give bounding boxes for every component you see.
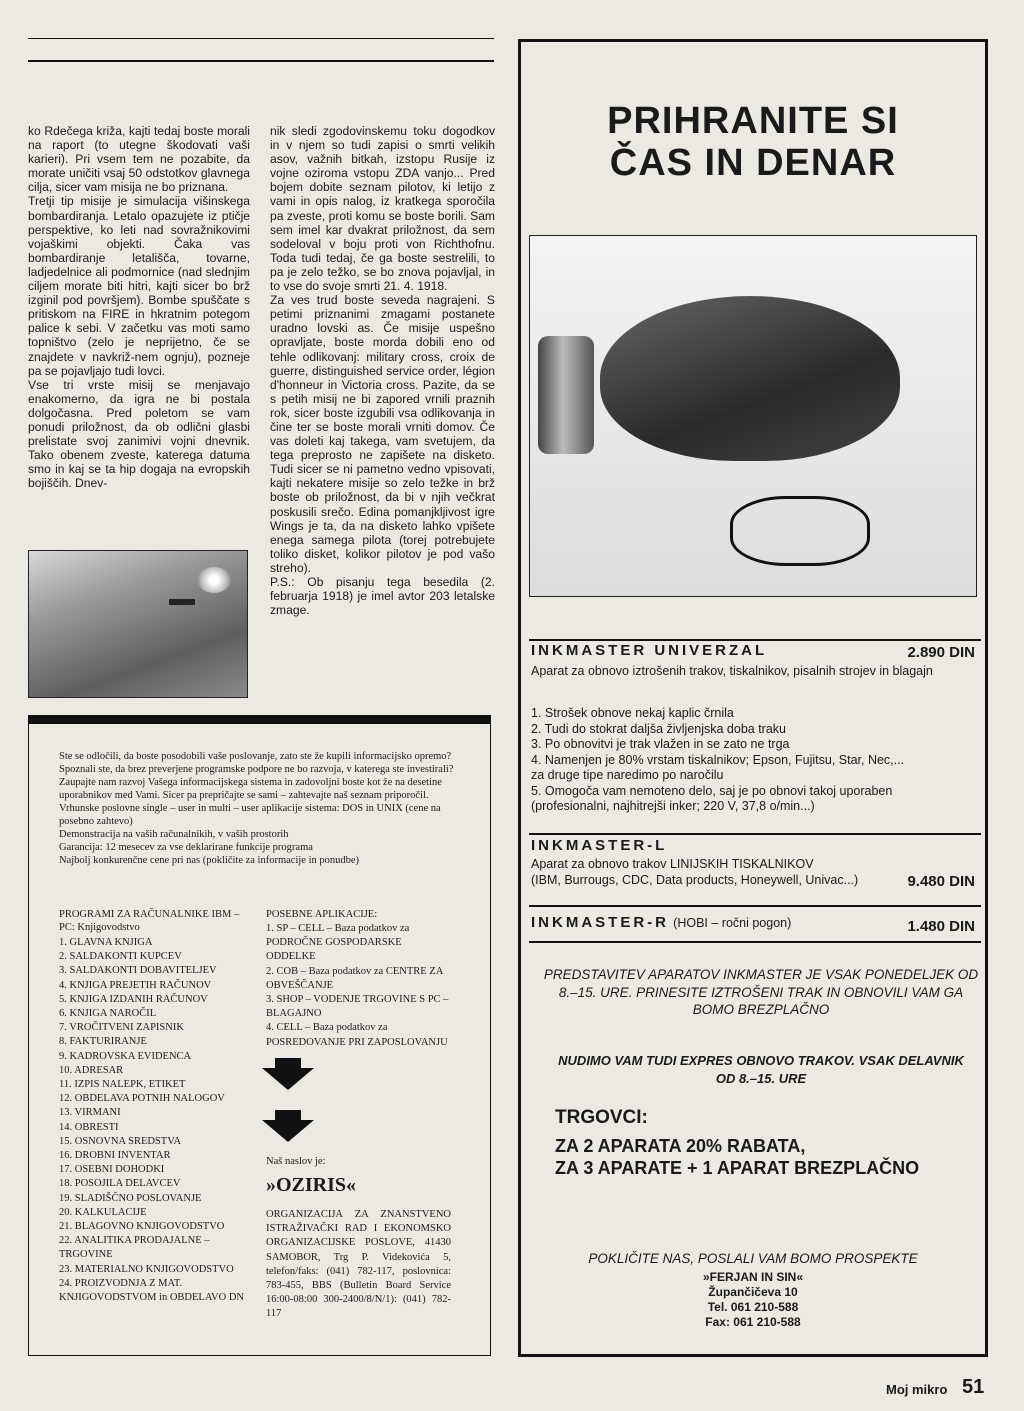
product1-features	[531, 706, 981, 815]
company-name: »FERJAN IN SIN«	[702, 1270, 804, 1284]
company-tel: Tel. 061 210-588	[707, 1300, 799, 1314]
ink-bottle	[538, 336, 594, 454]
list-item: 7. VROČITVENI ZAPISNIK	[59, 1022, 184, 1034]
list-item: 17. OSEBNI DOHODKI	[59, 1164, 165, 1176]
list-item: 23. MATERIALNO KNJIGOVODSTVO	[59, 1263, 234, 1275]
product2-price: 9.480 DIN	[907, 873, 975, 890]
arrow-icon-1	[262, 1058, 314, 1092]
article-column-2: nik sledi zgodovinskemu toku dogodkov in v njem so tudi zapisi o smrti velikih asov, važnih bitkah, izstopu Rusije iz vojne oziroma vstopu ZDA vanjo... Pred bojem dobite seznam pilotov, ki letijo z vami in opis nalog, iz kratkega sporočila pa zveste, proti komu se boste borili. Sam sem imel kar dvakrat priložnost, da sem sodeloval v boju proti von Richthofnu. Toda tudi tedaj, če ga boste sestrelili, to pa je zelo težko, se bo znova pojavljal, in to vse do svoje smrti 21. 4. 1918. Za ves trud boste seveda nagrajeni. S petimi priznanimi zmagami postanete uradno lovski as. Če misije uspešno opravljate, boste morda dobili eno od tehle odlikovanj: military cross, croix de guerre, distinguished service order, légion d'honneur in Victoria cross. Pazite, da se s petih misij ne bi zapored vrnili praznih rok, sicer boste izgubili vsa odlikovanja in čine ter se boste morali vrniti domov. Če vas doleti kaj takega, vam svetujem, da tega preprosto ne zapišete na disketo. Tudi sicer se ni pametno vedno vpisovati, kajti nekatere misije so zelo težke in brž boste ob priložnost, da bi v njih večkrat poskusili srečo. Edina pomanjkljivost igre Wings je ta, da na disketo lahko vpišete enega samega pilota (torej potrebujete toliko disket, kolikor pilotov je pod vašo streho). P.S.: Ob pisanju tega besedila (2. februarja 1918) je imel avtor 203 letalske zmage.	[270, 124, 495, 618]
list-item: 1. SP – CELL – Baza podatkov za PODROČNE GOSPODARSKE ODDELKE	[266, 923, 410, 963]
top-rule-thin	[28, 38, 494, 39]
list-item: 24. PROIZVODNJA Z MAT. KNJIGOVODSTVOM in OBDELAVO DN	[59, 1277, 245, 1304]
inkmaster-headline-1: PRIHRANITE SI	[607, 100, 899, 142]
list-item: 12. OBDELAVA POTNIH NALOGOV	[59, 1093, 225, 1105]
list-item: 10. ADRESAR	[59, 1064, 124, 1076]
company-street: Župančičeva 10	[708, 1285, 798, 1299]
call-to-action: POKLIČITE NAS, POSLALI VAM BOMO PROSPEKTE	[588, 1251, 918, 1266]
special-title: POSEBNE APLIKACIJE:	[266, 909, 378, 920]
inkmaster-divider-3	[529, 905, 981, 907]
list-item: 5. KNJIGA IZDANIH RAČUNOV	[59, 993, 208, 1005]
list-item: 1. Strošek obnove nekaj kaplic črnila	[531, 706, 734, 720]
list-item: 11. IZPIS NALEPK, ETIKET	[59, 1079, 186, 1091]
oziris-ad-top-bar	[29, 716, 490, 724]
product-photo	[529, 235, 977, 597]
dealers-offer-2: ZA 3 APARATE + 1 APARAT BREZPLAČNO	[555, 1158, 920, 1178]
product3-price: 1.480 DIN	[907, 918, 975, 935]
oziris-address: ORGANIZACIJA ZA ZNANSTVENO ISTRAŽIVAČKI RAD I EKONOMSKO ORGANIZACIJSKE POSLOVE, 41430 SAMOBOR, Trg P. Videkovića 5, telefon/faks: (041) 782-117, poslovnica: 783-455, BBS (Bulletin Board Service 16:00-08:00 300-2400/8/N/1): (041) 782-117	[266, 1209, 451, 1320]
list-item: 3. SALDAKONTI DOBAVITELJEV	[59, 965, 217, 977]
list-item: 21. BLAGOVNO KNJIGOVODSTVO	[59, 1221, 225, 1233]
list-item: 2. Tudi do stokrat daljša življenjska doba traku	[531, 721, 786, 736]
dealers-title: TRGOVCI:	[555, 1107, 648, 1128]
demo-notice: PREDSTAVITEV APARATOV INKMASTER JE VSAK PONEDELJEK OD 8.–15. URE. PRINESITE IZTROŠENI TRAK IN OBNOVILI VAM GA BOMO BREZPLAČNO	[543, 967, 979, 1017]
list-item: 5. Omogoča vam nemoteno delo, saj je po obnovi takoj uporaben (profesionalni, najhitrejši inker; 220 V, 37,8 o/min...)	[531, 783, 893, 813]
oziris-intro: Ste se odločili, da boste posodobili vaše poslovanje, zato ste že kupili informacijsko opremo? Spoznali ste, da brez preverjene programske podpore ne bo razvoja, v katerega ste investirali? Zaupajte nam razvoj Vašega informacijskega sistema in zadovoljni boste kot že na desetine uporabnikov med Vami. Sicer pa prepričajte se sami – zahtevajte naš seznam priporočil. Vrhunske poslovne single – user in multi – user aplikacije sistema: DOS in UNIX (cene na posebno zahtevo) Demonstracija na vaših računalnikih, v vaših prostorih Garancija: 12 mesecev za vse deklarirane funkcije programa Najbolj konkurenčne cene pri nas (pokličite za informacije in ponudbe)	[59, 751, 454, 866]
programs-list	[59, 936, 249, 1305]
article-column-1: ko Rdečega križa, kajti tedaj boste morali na raport (to utegne škodovati vaši karieri). Pri vsem tem ne pozabite, da morate uničiti vsaj 50 odstotkov glavnega cilja, sicer vam misija ne bo priznana. Tretji tip misije je simulacija višinskega bombardiranja. Letalo opazujete iz ptičje perspektive, ko leti nad sovražnikovimi vojaškimi objekti. Čaka vas bombardiranje letališča, tovarne, ladjedelnice ali podmornice (nad slednjim ciljem morate biti hitri, kajti sicer bo brž izginil pod površjem). Bombe spuščate s pritiskom na FIRE in hkratnim potegom palice k sebi. V začetku vas moti samo topništvo (zelo je neprijetno, če se znajdete v navkriž-nem ognju), pozneje pa se pojavljajo tudi lovci. Vse tri vrste misij se menjavajo enakomerno, da igra ne bi postala dolgočasna. Pred poletom se vam ponudi priložnost, da ob odlični glasbi prelistate svoj zanimivi vojni dnevnik. Tako obenem zveste, katerega datuma smo in kaj se ta hip dogaja na evropskih bojiščih. Dnev-	[28, 124, 250, 491]
company-fax: Fax: 061 210-588	[705, 1315, 801, 1329]
product1-name: INKMASTER UNIVERZAL	[531, 642, 768, 659]
power-cable	[730, 496, 870, 566]
inkmaster-headline-2: ČAS IN DENAR	[609, 142, 897, 184]
plane-icon	[169, 599, 195, 605]
product3-suffix: (HOBI – ročni pogon)	[673, 916, 792, 930]
list-item: 15. OSNOVNA SREDSTVA	[59, 1135, 182, 1147]
dealers-offer-1: ZA 2 APARATA 20% RABATA,	[555, 1136, 806, 1156]
list-item: 16. DROBNI INVENTAR	[59, 1150, 171, 1162]
product1-desc: Aparat za obnovo iztrošenih trakov, tiskalnikov, pisalnih strojev in blagajn	[531, 664, 933, 678]
inker-device	[600, 296, 900, 461]
list-item: 2. COB – Baza podatkov za CENTRE ZA OBVEŠČANJE	[266, 965, 443, 991]
list-item: 3. Po obnovitvi je trak vlažen in se zato ne trga	[531, 737, 790, 751]
top-rule-thick	[28, 60, 494, 62]
list-item: 6. KNJIGA NAROČIL	[59, 1008, 157, 1020]
product2-name: INKMASTER-L	[531, 837, 668, 854]
list-item: 4. Namenjen je 80% vrstam tiskalnikov; Epson, Fujitsu, Star, Nec,... za druge tipe naredimo po naročilu	[531, 752, 905, 782]
inkmaster-ad	[518, 39, 988, 1357]
special-list	[266, 922, 451, 1050]
list-item: 14. OBRESTI	[59, 1121, 119, 1133]
footer-magazine: Moj mikro	[886, 1382, 948, 1397]
product1-price: 2.890 DIN	[907, 644, 975, 661]
footer-page-number: 51	[962, 1376, 985, 1398]
oziris-ad	[28, 715, 491, 1356]
explosion-icon	[197, 567, 231, 593]
address-label: Naš naslov je:	[266, 1156, 326, 1167]
game-screenshot	[28, 550, 248, 698]
list-item: 1. GLAVNA KNJIGA	[59, 937, 153, 948]
list-item: 18. POSOJILA DELAVCEV	[59, 1178, 181, 1190]
product2-desc: Aparat za obnovo trakov LINIJSKIH TISKALNIKOV (IBM, Burrougs, CDC, Data products, Honeywell, Univac...)	[531, 857, 859, 887]
list-item: 4. CELL – Baza podatkov za POSREDOVANJE PRI ZAPOSLOVANJU	[266, 1022, 448, 1048]
inkmaster-divider-2	[529, 833, 981, 835]
list-item: 2. SALDAKONTI KUPCEV	[59, 951, 182, 963]
product3-name	[531, 914, 791, 931]
list-item: 4. KNJIGA PREJETIH RAČUNOV	[59, 979, 212, 991]
inkmaster-divider-4	[529, 941, 981, 943]
product3-title: INKMASTER-R	[531, 914, 669, 931]
list-item: 8. FAKTURIRANJE	[59, 1036, 147, 1048]
list-item: 13. VIRMANI	[59, 1107, 121, 1119]
oziris-brand: »OZIRIS«	[266, 1174, 357, 1196]
list-item: 22. ANALITIKA PRODAJALNE – TRGOVINE	[59, 1235, 210, 1261]
list-item: 19. SLADIŠČNO POSLOVANJE	[59, 1192, 202, 1204]
arrow-icon-2	[262, 1110, 314, 1144]
programs-title: PROGRAMI ZA RAČUNALNIKE IBM – PC: Knjigovodstvo	[59, 909, 240, 933]
list-item: 9. KADROVSKA EVIDENCA	[59, 1050, 192, 1062]
list-item: 20. KALKULACIJE	[59, 1206, 147, 1218]
express-notice: NUDIMO VAM TUDI EXPRES OBNOVO TRAKOV. VSAK DELAVNIK OD 8.–15. URE	[558, 1053, 964, 1086]
list-item: 3. SHOP – VODENJE TRGOVINE S PC – BLAGAJNO	[266, 994, 449, 1020]
inkmaster-divider-1	[529, 639, 981, 641]
